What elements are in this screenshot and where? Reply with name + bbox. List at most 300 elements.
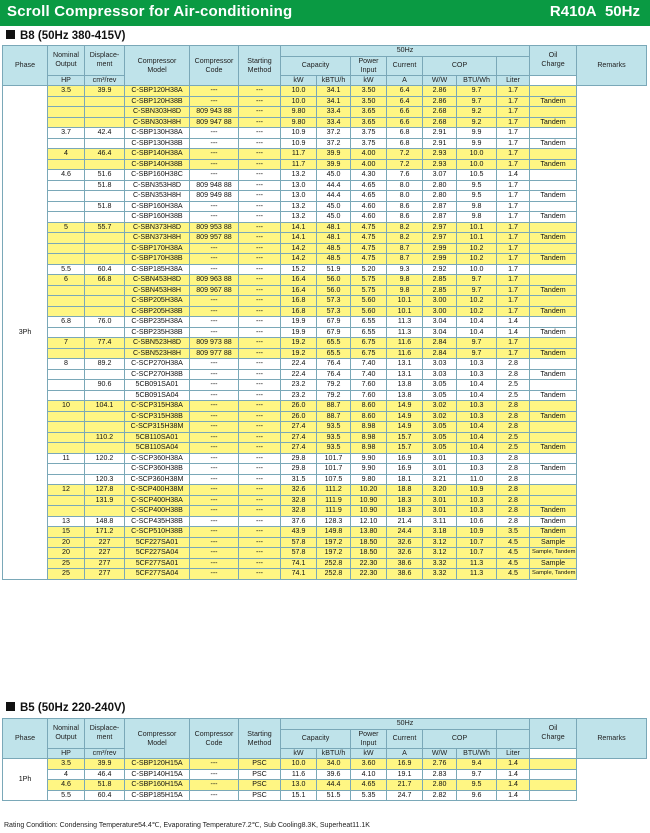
table-cell: --- [239,411,281,422]
table-cell: 3.65 [351,107,387,118]
table-cell: 32.8 [281,506,317,517]
compressor-model-header: Compressor Model [125,719,190,759]
table-cell: 2.68 [423,107,457,118]
table-cell [530,86,577,97]
table-cell: 3.5 [497,527,530,538]
table-cell: 39.9 [85,86,125,97]
section-title-b8: B8 (50Hz 380-415V) [6,30,125,42]
table-cell [530,485,577,496]
table-cell: --- [190,86,239,97]
table-cell: 31.5 [281,474,317,485]
table-cell: --- [190,474,239,485]
table-cell: 2.5 [497,432,530,443]
table-cell: 1.4 [497,170,530,181]
table-cell: 2.93 [423,149,457,160]
table-cell: 3.02 [423,401,457,412]
table-cell: 149.8 [317,527,351,538]
table-cell: 6 [48,275,85,286]
table-cell: 4.5 [497,569,530,580]
table-cell: --- [239,485,281,496]
table-cell: 16.9 [387,464,423,475]
table-cell: --- [239,527,281,538]
table-cell: 7.60 [351,390,387,401]
table-cell: --- [239,338,281,349]
title-banner [0,0,650,26]
table-cell: 14.2 [281,254,317,265]
square-bullet-icon [6,702,15,711]
table-cell [48,390,85,401]
table-cell: 10.3 [457,411,497,422]
table-cell [85,443,125,454]
table-cell [85,243,125,254]
table-row [3,138,647,149]
table-cell: 3.05 [423,380,457,391]
table-cell: 32.6 [387,537,423,548]
table-cell: 88.7 [317,401,351,412]
table-cell: --- [190,495,239,506]
table-cell: Tandem [530,254,577,265]
table-cell: 29.8 [281,464,317,475]
table-cell: 10.1 [457,233,497,244]
table-cell: --- [239,569,281,580]
table-cell: --- [190,159,239,170]
table-cell: --- [190,296,239,307]
table-cell: 9.8 [387,285,423,296]
table-cell [48,191,85,202]
table-cell: C-SBP235H38B [125,327,190,338]
table-row [3,401,647,412]
table-cell: 19.9 [281,327,317,338]
table-cell: 25 [48,569,85,580]
table-cell: C-SCP315H38A [125,401,190,412]
table-cell: 5CF277SA04 [125,569,190,580]
table-cell: C-SBN453H8H [125,285,190,296]
table-cell: C-SCP400H38M [125,485,190,496]
table-cell: 13.1 [387,369,423,380]
table-cell: Tandem [530,506,577,517]
table-cell: 13.1 [387,359,423,370]
table-cell: 48.5 [317,254,351,265]
table-cell: 6.8 [48,317,85,328]
table-cell: 227 [85,537,125,548]
table-cell: 12.10 [351,516,387,527]
table-cell: 1.7 [497,222,530,233]
table-cell: 11.3 [387,327,423,338]
table-cell: 18.8 [387,485,423,496]
table-cell: --- [239,212,281,223]
table-cell: 10.1 [457,222,497,233]
table-cell: 3.50 [351,96,387,107]
table-cell: 16.4 [281,275,317,286]
table-cell: Tandem [530,348,577,359]
unit-amp: A [387,748,423,759]
table-cell: 9.7 [457,769,497,780]
table-cell: 2.84 [423,338,457,349]
table-cell: 4 [48,769,85,780]
table-cell: 56.0 [317,285,351,296]
table-cell: --- [239,432,281,443]
table-cell: 51.5 [317,790,351,801]
table-cell: 104.1 [85,401,125,412]
table-cell: Tandem [530,369,577,380]
table-cell [85,464,125,475]
table-cell: 6.55 [351,317,387,328]
table-cell: 16.4 [281,285,317,296]
table-cell [530,275,577,286]
table-cell: --- [239,117,281,128]
table-cell: 120.2 [85,453,125,464]
table-cell: 9.7 [457,338,497,349]
table-cell: --- [239,264,281,275]
table-row [3,107,647,118]
table-cell: C-SBP205H38A [125,296,190,307]
table-cell: 1.7 [497,338,530,349]
table-cell: 171.2 [85,527,125,538]
unit-hp: HP [48,748,85,759]
table-cell: --- [190,443,239,454]
table-cell [85,159,125,170]
table-cell: C-SBP185H38A [125,264,190,275]
table-cell: 8.2 [387,222,423,233]
table-cell: --- [239,453,281,464]
table-cell: 4.75 [351,243,387,254]
table-cell [530,790,577,801]
table-cell: 9.8 [457,201,497,212]
table-cell: 3.75 [351,138,387,149]
table-cell: C-SCP315H38M [125,422,190,433]
table-cell: C-SBP120H15A [125,759,190,770]
table-cell [85,254,125,265]
table-cell: 111.2 [317,485,351,496]
table-cell: 4.5 [497,537,530,548]
table-cell: 57.3 [317,296,351,307]
table-cell: --- [239,128,281,139]
table-cell: C-SCP270H38A [125,359,190,370]
table-cell: 48.1 [317,233,351,244]
table-cell: 60.4 [85,790,125,801]
capacity-header: Capacity [281,729,351,748]
table-row [3,306,647,317]
table-cell: 44.4 [317,180,351,191]
table-cell: --- [239,348,281,359]
table-cell: 2.8 [497,464,530,475]
oil-charge-header: Oil Charge [530,719,577,749]
unit-power-kw: kW [351,75,387,86]
table-cell [530,243,577,254]
table-cell: 8.98 [351,422,387,433]
table-cell: --- [190,506,239,517]
table-cell: --- [190,201,239,212]
table-cell: 3.32 [423,569,457,580]
table-cell: 2.92 [423,264,457,275]
table-row [3,569,647,580]
table-cell: 76.0 [85,317,125,328]
table-cell: 6.6 [387,107,423,118]
table-row [3,464,647,475]
table-cell: 4.65 [351,780,387,791]
table-cell [48,474,85,485]
table-cell: 277 [85,558,125,569]
table-cell: 8.7 [387,243,423,254]
table-cell: 3.60 [351,759,387,770]
table-cell: 4.5 [497,548,530,559]
table-row [3,495,647,506]
table-cell: 10.3 [457,495,497,506]
table-cell: 9.6 [457,790,497,801]
table-cell [530,180,577,191]
table-cell: 51.6 [85,170,125,181]
table-cell: 93.5 [317,432,351,443]
table-cell: 10.1 [387,306,423,317]
table-cell: C-SCP400H38B [125,506,190,517]
table-cell: 10.3 [457,464,497,475]
table-cell: 9.80 [281,107,317,118]
table-cell: 11.0 [457,474,497,485]
table-cell: --- [190,769,239,780]
table-cell: 9.3 [387,264,423,275]
table-cell: Sample, Tandem [530,548,577,559]
table-cell: 13.8 [387,380,423,391]
table-cell: 3.75 [351,128,387,139]
table-cell: 23.2 [281,390,317,401]
table-cell: --- [239,138,281,149]
table-cell: 3.03 [423,359,457,370]
table-cell: 5CF277SA01 [125,558,190,569]
table-cell: 11 [48,453,85,464]
table-cell: --- [190,432,239,443]
table-cell: 3.02 [423,411,457,422]
table-row [3,275,647,286]
table-cell: 2.5 [497,380,530,391]
table-cell: 11.7 [281,159,317,170]
table-cell: 1.4 [497,790,530,801]
table-cell: 9.90 [351,453,387,464]
table-cell: 4.6 [48,780,85,791]
table-cell [530,201,577,212]
table-cell: 128.3 [317,516,351,527]
table-cell: 4.65 [351,191,387,202]
table-cell: 10.4 [457,422,497,433]
table-cell: 1.7 [497,96,530,107]
table-cell: 3.04 [423,327,457,338]
table-cell: 3.5 [48,86,85,97]
table-cell: 1.7 [497,296,530,307]
table-cell: 18.50 [351,537,387,548]
table-cell [530,338,577,349]
table-cell: --- [239,422,281,433]
table-cell: 1.4 [497,780,530,791]
nominal-output-header: Nominal Output [48,46,85,76]
table-cell: 93.5 [317,443,351,454]
table-cell: Tandem [530,390,577,401]
table-cell: --- [239,107,281,118]
table-cell: 4.75 [351,233,387,244]
table-cell: --- [190,96,239,107]
table-cell: 90.6 [85,380,125,391]
table-cell: C-SCP360H38B [125,464,190,475]
table-cell [530,107,577,118]
table-cell: 3.05 [423,422,457,433]
table-cell: 10.0 [457,264,497,275]
refrigerant-frequency: R410A 50Hz [549,3,640,20]
table-cell: C-SCP510H38B [125,527,190,538]
table-cell: --- [239,96,281,107]
table-cell: 39.6 [317,769,351,780]
table-cell: 7.40 [351,369,387,380]
table-cell: --- [239,243,281,254]
table-cell: 809 963 88 [190,275,239,286]
table-cell: --- [239,159,281,170]
table-cell: C-SCP400H38A [125,495,190,506]
table-cell: 1.4 [497,759,530,770]
table-cell [48,327,85,338]
table-cell: --- [190,317,239,328]
table-cell: 2.99 [423,254,457,265]
table-cell: 2.8 [497,495,530,506]
table-cell: 19.2 [281,348,317,359]
table-cell: 10.0 [457,159,497,170]
table-cell: 3.00 [423,306,457,317]
table-cell: 10.9 [281,138,317,149]
table-cell: 3.18 [423,527,457,538]
table-cell: --- [190,527,239,538]
table-cell: --- [239,254,281,265]
table-cell [530,495,577,506]
table-cell: 10.4 [457,317,497,328]
table-cell: 27.4 [281,432,317,443]
table-cell: 1.7 [497,243,530,254]
table-cell: 43.9 [281,527,317,538]
table-cell: 2.91 [423,138,457,149]
table-cell: 6.8 [387,128,423,139]
table-cell: 4.6 [48,170,85,181]
table-cell: 7.6 [387,170,423,181]
table-cell: 57.3 [317,306,351,317]
table-cell: 252.8 [317,569,351,580]
table-cell: 3.05 [423,390,457,401]
table-cell [530,453,577,464]
table-cell: --- [190,264,239,275]
table-cell [85,369,125,380]
table-cell: C-SBP160H38C [125,170,190,181]
table-cell: 2.83 [423,769,457,780]
table-cell: 45.0 [317,170,351,181]
table-cell: 6.8 [387,138,423,149]
table-cell: 25 [48,558,85,569]
table-cell: 11.3 [457,569,497,580]
compressor-code-header: Compressor Code [190,719,239,759]
displacement-header: Displace- ment [85,719,125,749]
page-title: Scroll Compressor for Air-conditioning [7,3,293,20]
table-cell: 809 953 88 [190,222,239,233]
table-cell: 76.4 [317,359,351,370]
table-cell: 1.7 [497,233,530,244]
table-cell: 14.1 [281,233,317,244]
table-cell: 3.04 [423,317,457,328]
table-cell: 1.7 [497,264,530,275]
table-cell: Tandem [530,117,577,128]
table-cell: 14.2 [281,243,317,254]
table-cell: 14.9 [387,411,423,422]
table-cell: --- [190,390,239,401]
table-cell: 1.4 [497,317,530,328]
table-cell: 1.7 [497,180,530,191]
table-cell: 4.5 [497,558,530,569]
table-cell: 10.3 [457,401,497,412]
table-cell: 9.5 [457,180,497,191]
table-cell: 2.5 [497,443,530,454]
current-header: Current [387,56,423,75]
table-cell: 1.7 [497,138,530,149]
table-cell: 51.8 [85,180,125,191]
table-cell: 13.0 [281,180,317,191]
table-row [3,422,647,433]
table-cell: 79.2 [317,380,351,391]
table-row [3,537,647,548]
table-cell: 32.8 [281,495,317,506]
table-cell: Sample, Tandem [530,569,577,580]
table-cell: 11.6 [387,338,423,349]
table-cell [48,464,85,475]
table-cell: 8.6 [387,201,423,212]
table-cell: 9.8 [457,212,497,223]
table-cell: 88.7 [317,411,351,422]
table-cell: 1.7 [497,86,530,97]
remarks-header: Remarks [577,719,647,759]
table-cell: 8.98 [351,432,387,443]
table-cell: 3.05 [423,432,457,443]
table-cell: 148.8 [85,516,125,527]
table-row [3,285,647,296]
unit-ww: W/W [423,748,457,759]
table-cell [85,233,125,244]
table-cell: 5.60 [351,296,387,307]
table-cell [48,348,85,359]
table-cell: 5.5 [48,790,85,801]
table-cell: 9.2 [457,107,497,118]
displacement-header: Displace- ment [85,46,125,76]
table-cell: 15.7 [387,432,423,443]
table-cell [530,222,577,233]
table-cell: 111.9 [317,495,351,506]
table-cell: 9.7 [457,275,497,286]
table-cell: --- [190,401,239,412]
table-cell [48,411,85,422]
table-cell: 8.0 [387,180,423,191]
table-cell: 127.8 [85,485,125,496]
table-cell: 9.5 [457,780,497,791]
table-cell: --- [239,558,281,569]
table-cell: 5CB091SA01 [125,380,190,391]
table-cell: 9.8 [387,275,423,286]
table-cell: 9.7 [457,96,497,107]
table-cell: Tandem [530,191,577,202]
table-cell: 5CF227SA01 [125,537,190,548]
table-cell: 14.9 [387,401,423,412]
frequency-header: 50Hz [281,719,530,730]
table-cell: 16.8 [281,296,317,307]
table-cell: C-SBN373H8D [125,222,190,233]
table-cell: --- [239,233,281,244]
table-cell: 13.80 [351,527,387,538]
table-cell: 10.4 [457,327,497,338]
frequency-header: 50Hz [281,46,530,57]
table-cell: 4.75 [351,222,387,233]
compressor-model-header: Compressor Model [125,46,190,86]
table-cell: 10.1 [387,296,423,307]
table-cell: 8.98 [351,443,387,454]
table-cell: 19.9 [281,317,317,328]
